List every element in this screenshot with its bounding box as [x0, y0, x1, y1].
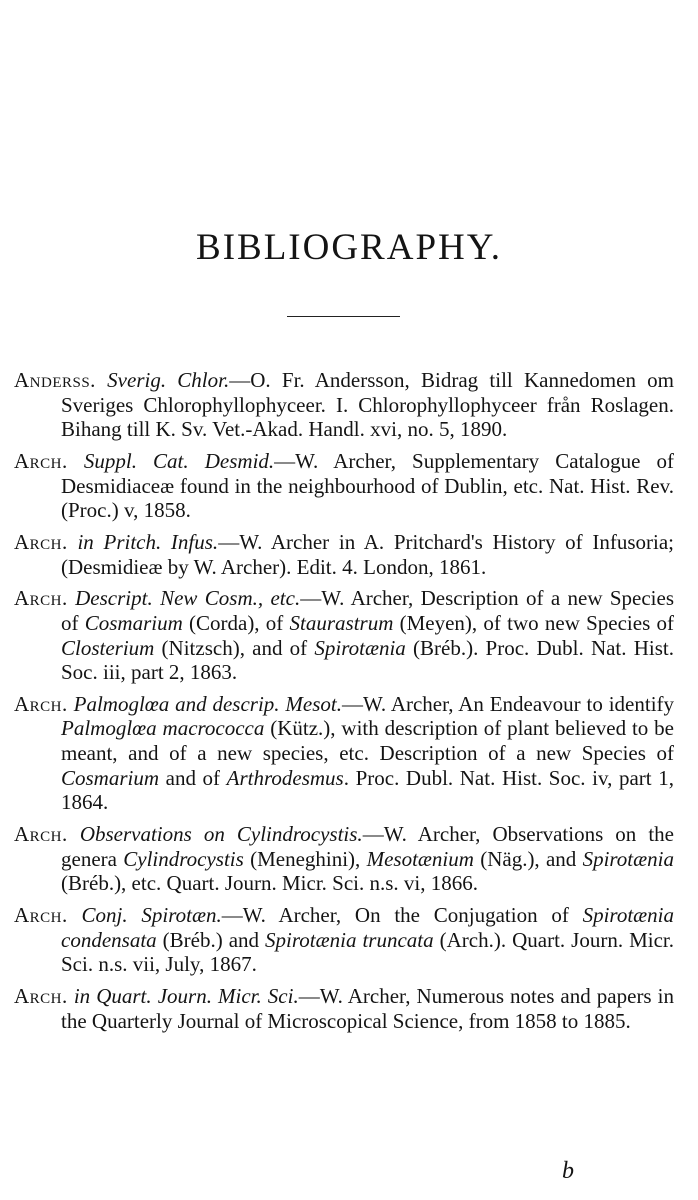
- entry-text: (Bréb.), etc. Quart. Journ. Micr. Sci. n.s. vi, 1866.: [61, 871, 479, 896]
- entry-author-abbr: Arch.: [14, 903, 68, 927]
- entry-taxon: Arthrodesmus: [226, 765, 344, 790]
- entry-text: W. Archer, Supplementary Catalogue of Desmidiaceæ found in the neighbourhood of Dublin, etc. Nat. Hist. Rev. (Proc.) v, 1858.: [61, 448, 674, 523]
- entry-text: (Corda), of: [182, 610, 290, 635]
- entry-short-title: Conj. Spirotæn.: [81, 903, 222, 927]
- bibliography-entry: [14, 368, 674, 442]
- entry-taxon: Closterium: [61, 635, 155, 660]
- entry-taxon: Cosmarium: [84, 610, 183, 635]
- entry-author-abbr: Arch.: [14, 529, 68, 554]
- entry-dash: —: [300, 586, 322, 611]
- bibliography-entry: [14, 903, 674, 977]
- entry-taxon: Palmoglœa macrococca: [61, 716, 265, 741]
- entry-text: (Arch.). Quart. Journ. Micr. Sci. n.s. vii, July, 1867.: [61, 927, 674, 977]
- entry-short-title: Palmoglœa and descrip. Mesot.: [73, 691, 342, 716]
- bibliography-entry: [14, 586, 674, 684]
- entry-text: (Meyen), of two new Species of: [393, 610, 674, 635]
- bibliography-entry: [14, 822, 674, 896]
- entry-taxon: Cosmarium: [61, 765, 160, 790]
- entry-taxon: Cylindrocystis: [123, 846, 244, 871]
- bibliography-entry: [14, 449, 674, 523]
- entry-author-abbr: Arch.: [14, 983, 68, 1008]
- entry-short-title: in Quart. Journ. Micr. Sci.: [73, 983, 299, 1008]
- entry-text: and of: [159, 765, 227, 790]
- entry-short-title: Suppl. Cat. Desmid.: [83, 448, 275, 473]
- entry-dash: —: [221, 903, 243, 927]
- entry-taxon: Spirotænia: [314, 635, 406, 660]
- entry-text: W. Archer, Numerous notes and papers in the Quarterly Journal of Microscopical Science, from 1858 to 1885.: [61, 983, 674, 1033]
- entry-dash: —: [274, 448, 296, 473]
- entry-taxon: Staurastrum: [289, 610, 394, 635]
- entry-dash: —: [362, 822, 384, 847]
- entry-dash: —: [341, 691, 363, 716]
- entry-text: W. Archer, Description of a new Species of: [61, 586, 675, 635]
- entry-text: . Proc. Dubl. Nat. Hist. Soc. iv, part 1, 1864.: [61, 765, 674, 815]
- bibliography-list: [14, 368, 674, 1040]
- entry-text: (Meneghini),: [243, 846, 367, 871]
- entry-short-title: Sverig. Chlor.: [107, 368, 230, 392]
- page-title: BIBLIOGRAPHY.: [196, 227, 502, 268]
- entry-taxon: Spirotænia condensata: [61, 903, 674, 952]
- bibliography-entry: [14, 530, 674, 579]
- entry-text: (Bréb.). Proc. Dubl. Nat. Hist. Soc. iii, part 2, 1863.: [61, 635, 674, 685]
- title-rule: [287, 316, 400, 317]
- entry-text: (Bréb.) and: [156, 927, 266, 952]
- bibliography-entry: [14, 692, 674, 815]
- entry-author-abbr: Arch.: [14, 822, 68, 847]
- entry-dash: —: [218, 529, 240, 554]
- entry-author-abbr: Anderss.: [14, 368, 96, 392]
- entry-text: W. Archer, An Endeavour to identify: [362, 691, 675, 716]
- entry-text: (Kütz.), with description of plant believed to be meant, and of a new species, etc. Description of a new Species of: [61, 716, 674, 766]
- entry-taxon: Mesotænium: [366, 846, 474, 871]
- entry-author-abbr: Arch.: [14, 586, 68, 611]
- entry-text: W. Archer, Observations on the genera: [61, 822, 675, 871]
- bibliography-entry: [14, 984, 674, 1033]
- entry-short-title: Observations on Cylindrocystis.: [79, 822, 363, 847]
- entry-text: (Näg.), and: [473, 846, 583, 871]
- entry-text: (Nitzsch), and of: [154, 635, 315, 660]
- entry-taxon: Spirotænia truncata: [265, 927, 434, 952]
- entry-text: O. Fr. Andersson, Bidrag till Kannedomen om Sveriges Chlorophyllophyceer. I. Chlorophyllophyceer från Roslagen. Bihang till K. Sv. Vet.-Akad. Handl. xvi, no. 5, 1890.: [61, 368, 675, 442]
- entry-author-abbr: Arch.: [14, 448, 68, 473]
- entry-short-title: in Pritch. Infus.: [77, 529, 219, 554]
- entry-short-title: Descript. New Cosm., etc.: [75, 586, 301, 611]
- entry-text: W. Archer in A. Pritchard's History of Infusoria; (Desmidieæ by W. Archer). Edit. 4. London, 1861.: [61, 529, 675, 579]
- entry-dash: —: [298, 983, 320, 1008]
- entry-text: W. Archer, On the Conjugation of: [242, 903, 583, 927]
- signature-mark: b: [562, 1158, 574, 1184]
- entry-taxon: Spirotænia: [582, 846, 674, 871]
- entry-author-abbr: Arch.: [14, 691, 68, 716]
- entry-dash: —: [229, 368, 251, 392]
